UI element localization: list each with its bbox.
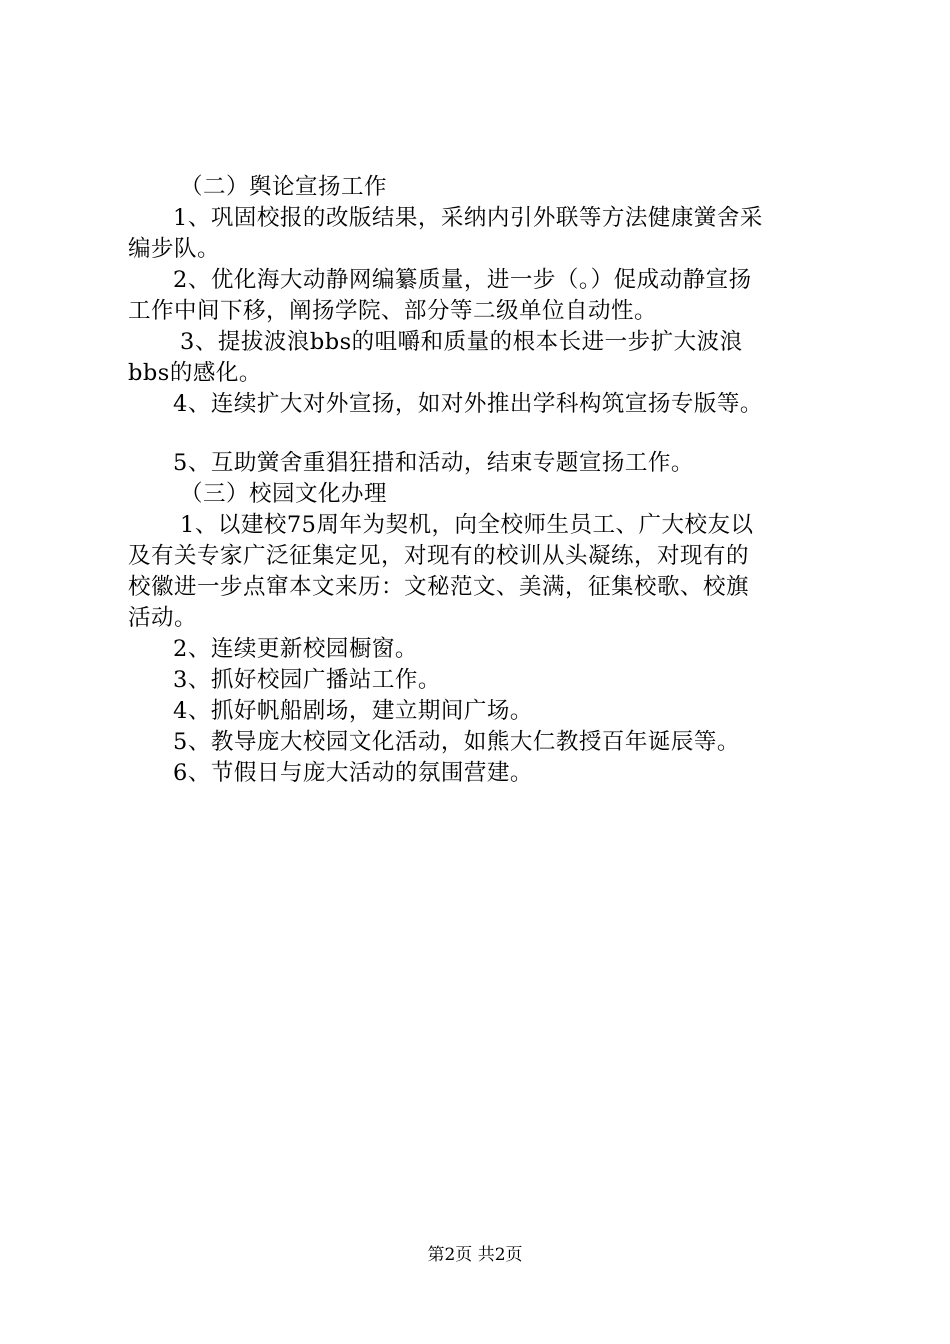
paragraph-line: 4、抓好帆船剧场，建立期间广场。: [173, 698, 533, 724]
section-heading-publicity: （二）舆论宣扬工作: [180, 174, 388, 200]
paragraph-line: 5、互助黉舍重猖狂措和活动，结束专题宣扬工作。: [173, 450, 694, 476]
paragraph-line: 编步队。: [128, 236, 221, 262]
paragraph-line: 及有关专家广泛征集定见，对现有的校训从头凝练，对现有的: [128, 543, 750, 569]
paragraph-line: 1、以建校75周年为契机，向全校师生员工、广大校友以: [180, 512, 754, 538]
paragraph-line: 5、教导庞大校园文化活动，如熊大仁教授百年诞辰等。: [173, 729, 740, 755]
paragraph-line: 工作中间下移，阐扬学院、部分等二级单位自动性。: [128, 298, 658, 324]
section-heading-campus-culture: （三）校园文化办理: [180, 481, 388, 507]
paragraph-gap: [128, 420, 832, 448]
paragraph-line: 3、提拔波浪bbs的咀嚼和质量的根本长进一步扩大波浪: [180, 329, 743, 355]
paragraph-line: bbs的感化。: [128, 360, 262, 386]
paragraph-line: 6、节假日与庞大活动的氛围营建。: [173, 760, 533, 786]
page-number-footer: 第2页 共2页: [427, 1245, 523, 1265]
paragraph-line: 1、巩固校报的改版结果，采纳内引外联等方法健康黉舍采: [173, 205, 763, 231]
paragraph-line: 校徽进一步点窜本文来历：文秘范文、美满，征集校歌、校旗: [128, 574, 750, 600]
paragraph-line: 活动。: [128, 605, 198, 631]
paragraph-line: 4、连续扩大对外宣扬，如对外推出学科构筑宣扬专版等。: [173, 391, 763, 417]
paragraph-line: 2、优化海大动静网编纂质量，进一步（。）促成动静宣扬: [173, 267, 752, 293]
document-body: [128, 172, 832, 789]
paragraph-line: 2、连续更新校园橱窗。: [173, 636, 418, 662]
paragraph-line: 3、抓好校园广播站工作。: [173, 667, 441, 693]
